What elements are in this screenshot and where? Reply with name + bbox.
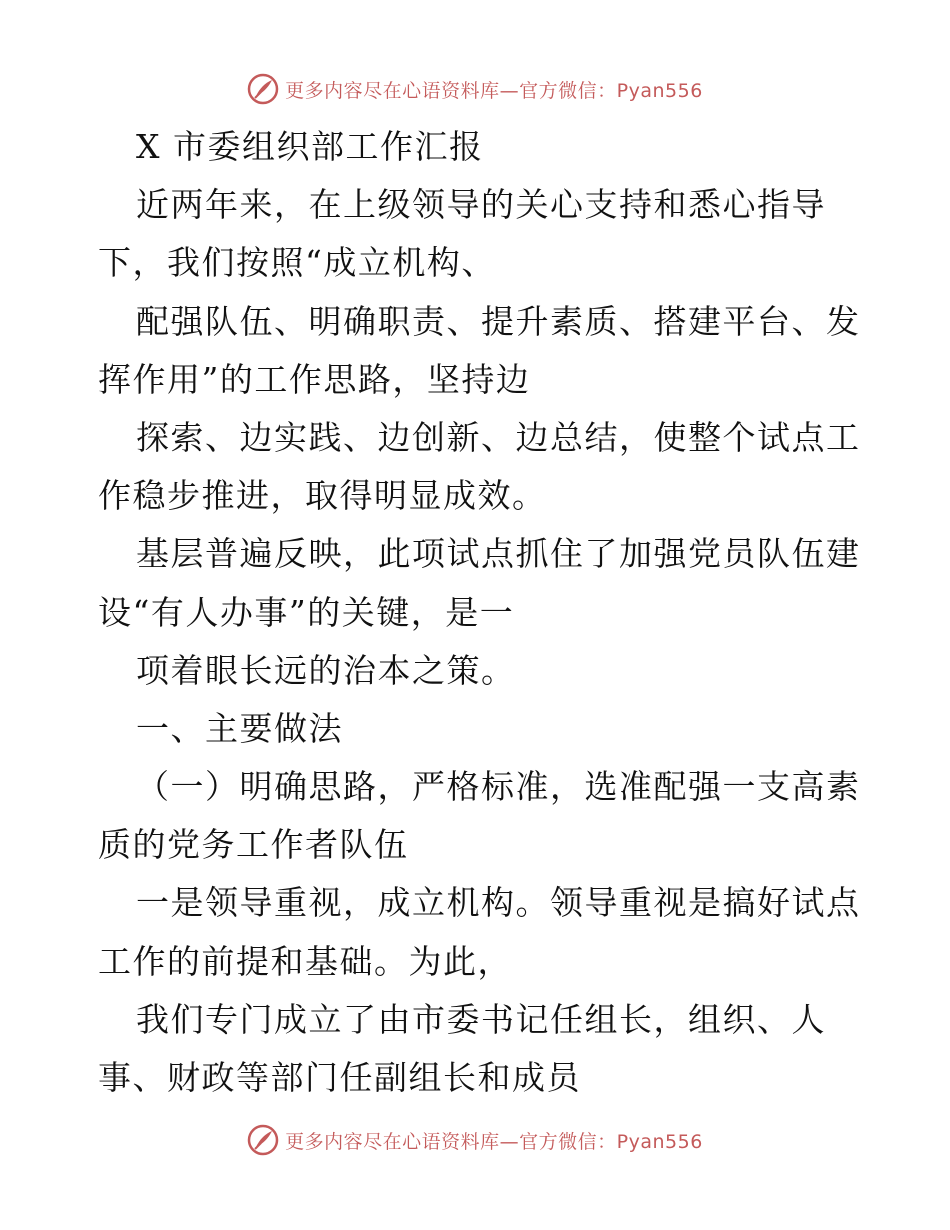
text-line: 一、主要做法 [136, 708, 343, 748]
text-line: 作稳步推进，取得明显成效。 [98, 476, 547, 516]
document-body [98, 118, 861, 1107]
text-line: 事、财政等部门任副组长和成员 [98, 1058, 581, 1097]
text-line: 探索、边实践、边创新、边总结，使整个试点工 [136, 417, 861, 457]
watermark-text: 更多内容尽在心语资料库—官方微信：Pyan556 [285, 79, 703, 102]
feather-logo-icon [247, 73, 279, 105]
text-line: 工作的前提和基础。为此， [98, 941, 512, 981]
text-line: 配强队伍、明确职责、提升素质、搭建平台、发 [136, 301, 861, 341]
text-line: 下，我们按照“成立机构、 [98, 243, 496, 283]
footer-watermark-banner [0, 1123, 950, 1157]
text-line: 质的党务工作者队伍 [98, 825, 409, 865]
text-line: 项着眼长远的治本之策。 [136, 650, 516, 690]
watermark-text: 更多内容尽在心语资料库—官方微信：Pyan556 [285, 1130, 703, 1153]
text-line: 挥作用”的工作思路，坚持边 [98, 359, 531, 399]
document-title: X 市委组织部工作汇报 [136, 127, 484, 166]
text-line: 一是领导重视，成立机构。领导重视是搞好试点 [136, 883, 861, 923]
text-line: 我们专门成立了由市委书记任组长，组织、人 [136, 999, 826, 1039]
header-watermark-banner [0, 72, 950, 106]
text-line: 基层普遍反映，此项试点抓住了加强党员队伍建 [136, 534, 861, 574]
text-line: 近两年来，在上级领导的关心支持和悉心指导 [136, 185, 826, 225]
text-line: 设“有人办事”的关键，是一 [98, 592, 515, 632]
text-line: （一）明确思路，严格标准，选准配强一支高素 [136, 767, 861, 807]
feather-logo-icon [247, 1124, 279, 1156]
